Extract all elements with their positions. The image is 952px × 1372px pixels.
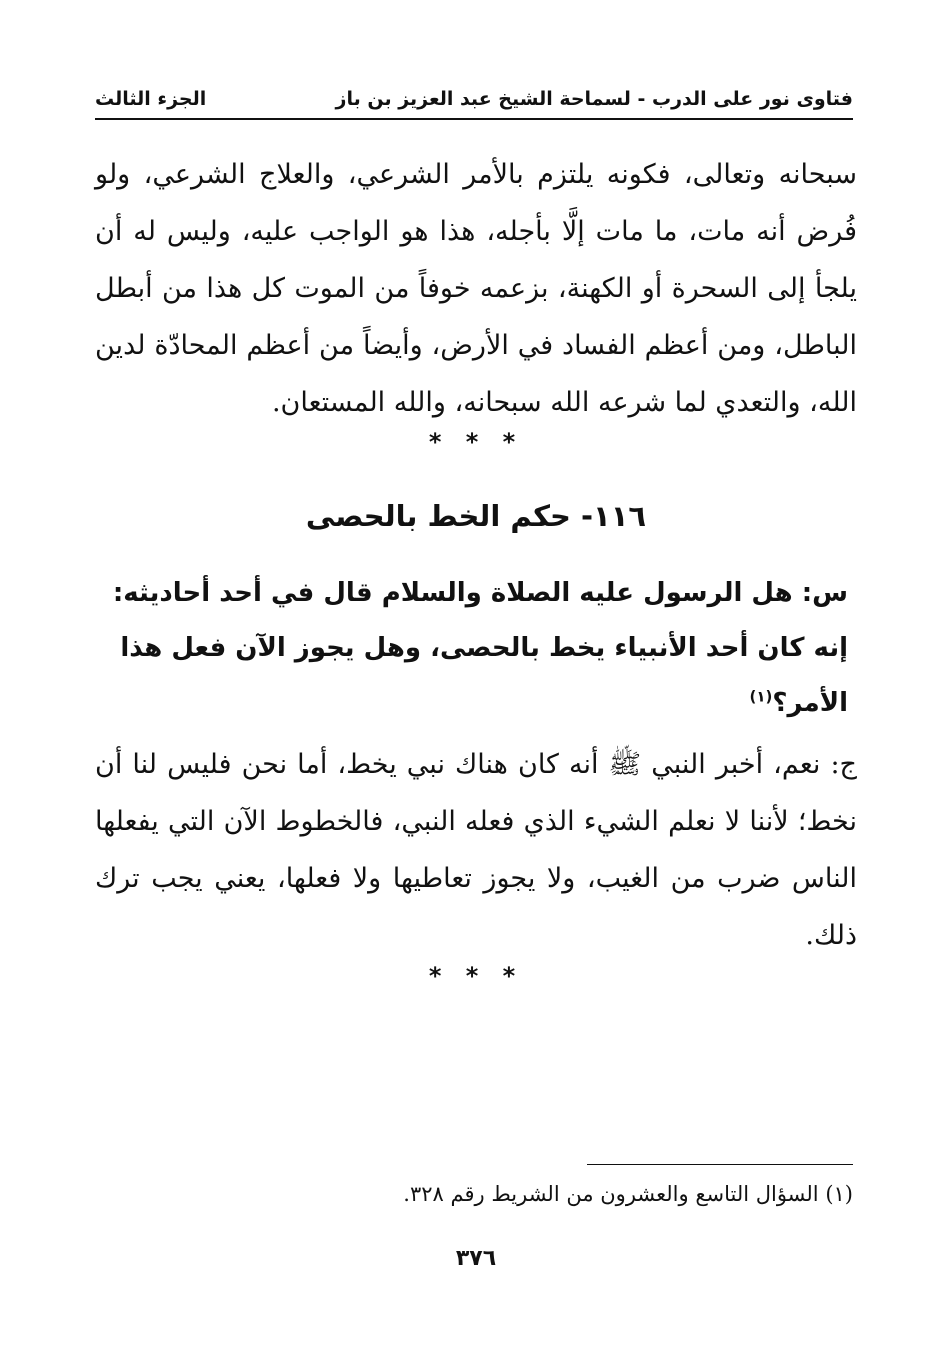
question-text: س: هل الرسول عليه الصلاة والسلام قال في أحد أحاديثه: إنه كان أحد الأنبياء يخط بالحصى، وهل يجوز الآن فعل هذا الأمر؟ [112,578,848,718]
footnote-divider [587,1164,853,1165]
header-book-title: فتاوى نور على الدرب - لسماحة الشيخ عبد العزيز بن باز [335,88,853,110]
running-header [95,84,853,120]
footnote-reference: (١) [749,687,773,706]
section-separator-end: * * * [428,962,524,990]
section-title: ١١٦- حكم الخط بالحصى [305,499,647,533]
page-number: ٣٧٦ [455,1246,497,1271]
section-separator: * * * [428,428,524,456]
intro-paragraph: سبحانه وتعالى، فكونه يلتزم بالأمر الشرعي، والعلاج الشرعي، ولو فُرض أنه مات، ما مات إلَّا بأجله، هذا هو الواجب عليه، وليس له أن يلجأ إلى السحرة أو الكهنة، بزعمه خوفاً من الموت كل هذا من أبطل الباطل، ومن أعظم الفساد في الأرض، وأيضاً من أعظم المحادّة لدين الله، والتعدي لما شرعه الله سبحانه، والله المستعان. [95,159,857,418]
header-volume: الجزء الثالث [95,88,207,110]
answer-paragraph: ج: نعم، أخبر النبي ﷺ أنه كان هناك نبي يخط، أما نحن فليس لنا أن نخط؛ لأننا لا نعلم الشيء الذي فعله النبي، فالخطوط الآن التي يفعلها الناس ضرب من الغيب، ولا يجوز تعاطيها ولا فعلها، يعني يجب ترك ذلك. [95,749,857,951]
footnote: (١) السؤال التاسع والعشرون من الشريط رقم ٣٢٨. [403,1182,853,1206]
question-paragraph [110,566,848,731]
